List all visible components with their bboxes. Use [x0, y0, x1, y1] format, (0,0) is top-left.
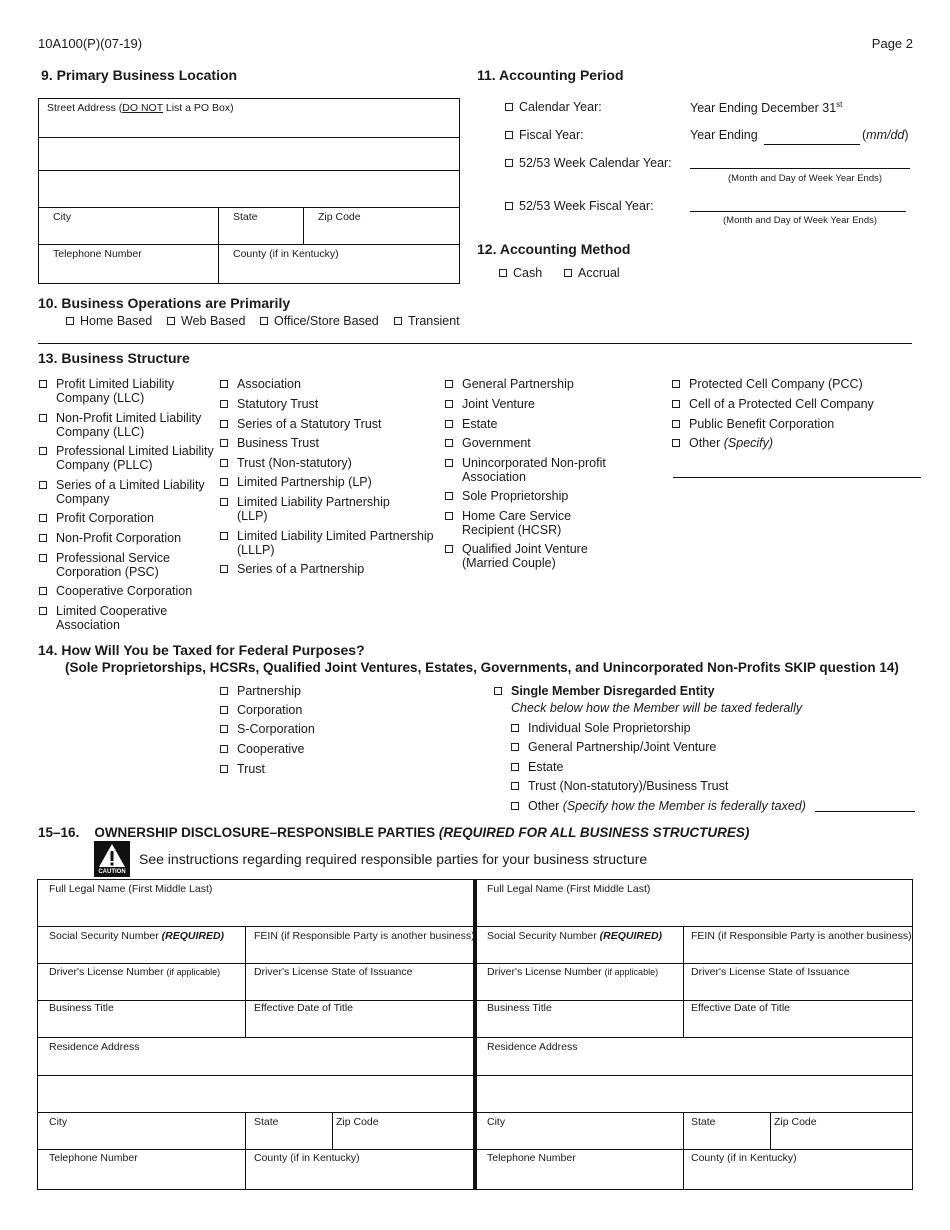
checkbox[interactable]: [39, 514, 47, 522]
s9-city-label: City: [53, 211, 72, 223]
s13-option-other[interactable]: Other (Specify): [672, 436, 912, 450]
s14-option[interactable]: Trust: [220, 762, 420, 776]
s12-title: 12. Accounting Method: [477, 241, 631, 257]
s9-title: 9. Primary Business Location: [41, 67, 238, 83]
checkbox[interactable]: [499, 269, 507, 277]
p1-ssn-label: Social Security Number (REQUIRED): [49, 930, 225, 942]
p2-res-label: Residence Address: [487, 1041, 578, 1053]
form-id: 10A100(P)(07-19): [38, 36, 143, 51]
checkbox[interactable]: [39, 414, 47, 422]
checkbox[interactable]: [260, 317, 268, 325]
s14-smde-option[interactable]: Estate: [511, 760, 811, 774]
s9-state-label: State: [233, 211, 258, 223]
p2-ssn-label: Social Security Number (REQUIRED): [487, 930, 663, 942]
p2-county-label: County (if in Kentucky): [691, 1152, 797, 1164]
s14-smde-option[interactable]: Individual Sole Proprietorship: [511, 721, 811, 735]
s9-street-line1[interactable]: [40, 140, 458, 169]
s13-option[interactable]: Unincorporated Non-profit Association: [445, 456, 615, 484]
caution-icon: [94, 841, 130, 877]
p2-name-label: Full Legal Name (First Middle Last): [487, 883, 651, 895]
checkbox[interactable]: [445, 459, 453, 467]
checkbox[interactable]: [220, 725, 228, 733]
s11-fiscal-date-field[interactable]: [764, 144, 860, 145]
checkbox[interactable]: [220, 459, 228, 467]
caution-text: See instructions regarding required responsible parties for your business structure: [139, 851, 648, 867]
s14-smde-note: Check below how the Member will be taxed federally: [511, 701, 803, 715]
p2-dl-label: Driver's License Number (if applicable): [487, 966, 659, 978]
s11-wk-cal-field[interactable]: [690, 168, 910, 169]
s14-option[interactable]: Cooperative: [220, 742, 420, 756]
p2-phone-label: Telephone Number: [487, 1152, 576, 1164]
checkbox[interactable]: [39, 481, 47, 489]
checkbox[interactable]: [220, 498, 228, 506]
s13-option[interactable]: Professional Service Corporation (PSC): [39, 551, 189, 579]
s13-option[interactable]: Protected Cell Company (PCC): [672, 377, 912, 391]
s10-web-based[interactable]: Web Based: [167, 314, 245, 328]
checkbox[interactable]: [672, 400, 680, 408]
checkbox[interactable]: [220, 380, 228, 388]
checkbox[interactable]: [511, 724, 519, 732]
s9-zip-label: Zip Code: [318, 211, 361, 223]
checkbox[interactable]: [394, 317, 402, 325]
s14-smde-option[interactable]: General Partnership/Joint Venture: [511, 740, 811, 754]
checkbox[interactable]: [511, 782, 519, 790]
checkbox[interactable]: [494, 687, 502, 695]
s14-title: 14. How Will You be Taxed for Federal Purposes?: [38, 642, 365, 658]
checkbox[interactable]: [220, 420, 228, 428]
p1-dl-state-label: Driver's License State of Issuance: [254, 966, 413, 978]
checkbox[interactable]: [445, 420, 453, 428]
checkbox[interactable]: [505, 159, 513, 167]
p1-city-label: City: [49, 1116, 68, 1128]
s14-other-field[interactable]: [815, 811, 915, 812]
s13-option[interactable]: Public Benefit Corporation: [672, 417, 912, 431]
s14-option[interactable]: Partnership: [220, 684, 420, 698]
checkbox[interactable]: [505, 103, 513, 111]
checkbox[interactable]: [220, 532, 228, 540]
p1-dl-label: Driver's License Number (if applicable): [49, 966, 221, 978]
checkbox[interactable]: [505, 202, 513, 210]
s13-option[interactable]: Series of a Limited Liability Company: [39, 478, 211, 506]
s13-option[interactable]: Series of a Partnership: [220, 562, 435, 576]
p1-title-label: Business Title: [49, 1002, 114, 1014]
s11-wk-fis-note: (Month and Day of Week Year Ends): [723, 215, 878, 226]
s13-option[interactable]: Limited Liability Limited Partnership (LLLP): [220, 529, 438, 557]
s15-title: 15–16. OWNERSHIP DISCLOSURE–RESPONSIBLE PARTIES (REQUIRED FOR ALL BUSINESS STRUCTURES): [38, 825, 750, 840]
checkbox[interactable]: [445, 492, 453, 500]
s10-office-store[interactable]: Office/Store Based: [260, 314, 379, 328]
s13-option[interactable]: Trust (Non-statutory): [220, 456, 435, 470]
s14-subtitle: (Sole Proprietorships, HCSRs, Qualified Joint Ventures, Estates, Governments, and Unincorporated Non-Profits SKIP question 14): [65, 660, 899, 675]
s9-phone-label: Telephone Number: [53, 248, 142, 260]
checkbox[interactable]: [220, 565, 228, 573]
s13-option[interactable]: Cell of a Protected Cell Company: [672, 397, 912, 411]
s11-fiscal-label: Year Ending: [690, 128, 758, 142]
s10-transient[interactable]: Transient: [394, 314, 460, 328]
checkbox[interactable]: [167, 317, 175, 325]
checkbox[interactable]: [39, 587, 47, 595]
p2-state-label: State: [691, 1116, 716, 1128]
s13-option[interactable]: Joint Venture: [445, 397, 655, 411]
checkbox[interactable]: [220, 439, 228, 447]
s13-other-field[interactable]: [673, 477, 921, 478]
p2-city-label: City: [487, 1116, 506, 1128]
checkbox[interactable]: [511, 743, 519, 751]
checkbox[interactable]: [564, 269, 572, 277]
s13-option[interactable]: Limited Cooperative Association: [39, 604, 189, 632]
caution-label: CAUTION: [98, 869, 126, 875]
checkbox[interactable]: [445, 545, 453, 553]
s11-wk-cal-note: (Month and Day of Week Year Ends): [728, 173, 883, 184]
p1-state-label: State: [254, 1116, 279, 1128]
s13-option[interactable]: Government: [445, 436, 655, 450]
s13-option[interactable]: Sole Proprietorship: [445, 489, 655, 503]
s12-accrual[interactable]: Accrual: [564, 266, 620, 280]
s11-calendar-value: Year Ending December 31st: [690, 100, 843, 116]
checkbox[interactable]: [511, 763, 519, 771]
s13-option[interactable]: Statutory Trust: [220, 397, 435, 411]
checkbox[interactable]: [672, 439, 680, 447]
s11-title: 11. Accounting Period: [477, 67, 624, 83]
s13-option[interactable]: Home Care Service Recipient (HCSR): [445, 509, 590, 537]
s9-street-line2[interactable]: [40, 173, 458, 205]
checkbox[interactable]: [39, 607, 47, 615]
p1-eff-label: Effective Date of Title: [254, 1002, 354, 1014]
checkbox[interactable]: [39, 380, 47, 388]
s12-cash[interactable]: Cash: [499, 266, 542, 280]
page-number: Page 2: [871, 36, 913, 51]
s13-option[interactable]: Business Trust: [220, 436, 435, 450]
s13-option[interactable]: Profit Limited Liability Company (LLC): [39, 377, 209, 405]
checkbox[interactable]: [220, 745, 228, 753]
checkbox[interactable]: [220, 765, 228, 773]
checkbox[interactable]: [39, 554, 47, 562]
s14-option[interactable]: Corporation: [220, 703, 420, 717]
s14-smde[interactable]: Single Member Disregarded Entity: [494, 684, 794, 698]
s13-option[interactable]: Profit Corporation: [39, 511, 214, 525]
checkbox[interactable]: [505, 131, 513, 139]
s10-home-based[interactable]: Home Based: [66, 314, 152, 328]
checkbox[interactable]: [445, 380, 453, 388]
checkbox[interactable]: [39, 534, 47, 542]
p2-title-label: Business Title: [487, 1002, 552, 1014]
p1-phone-label: Telephone Number: [49, 1152, 138, 1164]
s13-option[interactable]: Non-Profit Limited Liability Company (LLC): [39, 411, 209, 439]
s11-wk-fis[interactable]: 52/53 Week Fiscal Year:: [505, 199, 654, 213]
p1-zip-label: Zip Code: [336, 1116, 379, 1128]
checkbox[interactable]: [672, 380, 680, 388]
s11-calendar-year[interactable]: Calendar Year:: [505, 100, 602, 114]
s13-option[interactable]: Limited Partnership (LP): [220, 475, 435, 489]
p1-county-label: County (if in Kentucky): [254, 1152, 360, 1164]
checkbox[interactable]: [220, 706, 228, 714]
p1-res-label: Residence Address: [49, 1041, 140, 1053]
checkbox[interactable]: [445, 439, 453, 447]
p2-zip-label: Zip Code: [774, 1116, 817, 1128]
p1-name-label: Full Legal Name (First Middle Last): [49, 883, 213, 895]
checkbox[interactable]: [39, 447, 47, 455]
p2-eff-label: Effective Date of Title: [691, 1002, 791, 1014]
s13-option[interactable]: General Partnership: [445, 377, 655, 391]
s14-smde-other[interactable]: Other (Specify how the Member is federally taxed): [511, 799, 821, 813]
checkbox[interactable]: [220, 478, 228, 486]
s11-fiscal-year[interactable]: Fiscal Year:: [505, 128, 584, 142]
s11-mmdd: (mm/dd): [862, 128, 909, 142]
s13-option[interactable]: Cooperative Corporation: [39, 584, 214, 598]
checkbox[interactable]: [511, 802, 519, 810]
checkbox[interactable]: [220, 687, 228, 695]
s11-wk-cal[interactable]: 52/53 Week Calendar Year:: [505, 156, 672, 170]
s10-title: 10. Business Operations are Primarily: [38, 295, 291, 311]
checkbox[interactable]: [445, 512, 453, 520]
s11-wk-fis-field[interactable]: [690, 211, 906, 212]
s13-option[interactable]: Estate: [445, 417, 655, 431]
s13-option[interactable]: Series of a Statutory Trust: [220, 417, 435, 431]
s13-option[interactable]: Professional Limited Liability Company (PLLC): [39, 444, 219, 472]
p2-fein-label: FEIN (if Responsible Party is another business): [691, 930, 912, 942]
divider: [38, 343, 912, 344]
s9-county-label: County (if in Kentucky): [233, 248, 339, 260]
s9-street-label: Street Address (DO NOT List a PO Box): [47, 102, 234, 114]
s13-option[interactable]: Limited Liability Partnership (LLP): [220, 495, 400, 523]
s13-option[interactable]: Association: [220, 377, 435, 391]
p2-dl-state-label: Driver's License State of Issuance: [691, 966, 850, 978]
checkbox[interactable]: [220, 400, 228, 408]
s13-title: 13. Business Structure: [38, 350, 190, 366]
s14-option[interactable]: S-Corporation: [220, 722, 420, 736]
checkbox[interactable]: [445, 400, 453, 408]
s14-smde-option[interactable]: Trust (Non-statutory)/Business Trust: [511, 779, 811, 793]
p1-fein-label: FEIN (if Responsible Party is another business): [254, 930, 475, 942]
checkbox[interactable]: [66, 317, 74, 325]
s13-option[interactable]: Qualified Joint Venture (Married Couple): [445, 542, 595, 570]
s13-option[interactable]: Non-Profit Corporation: [39, 531, 219, 545]
checkbox[interactable]: [672, 420, 680, 428]
